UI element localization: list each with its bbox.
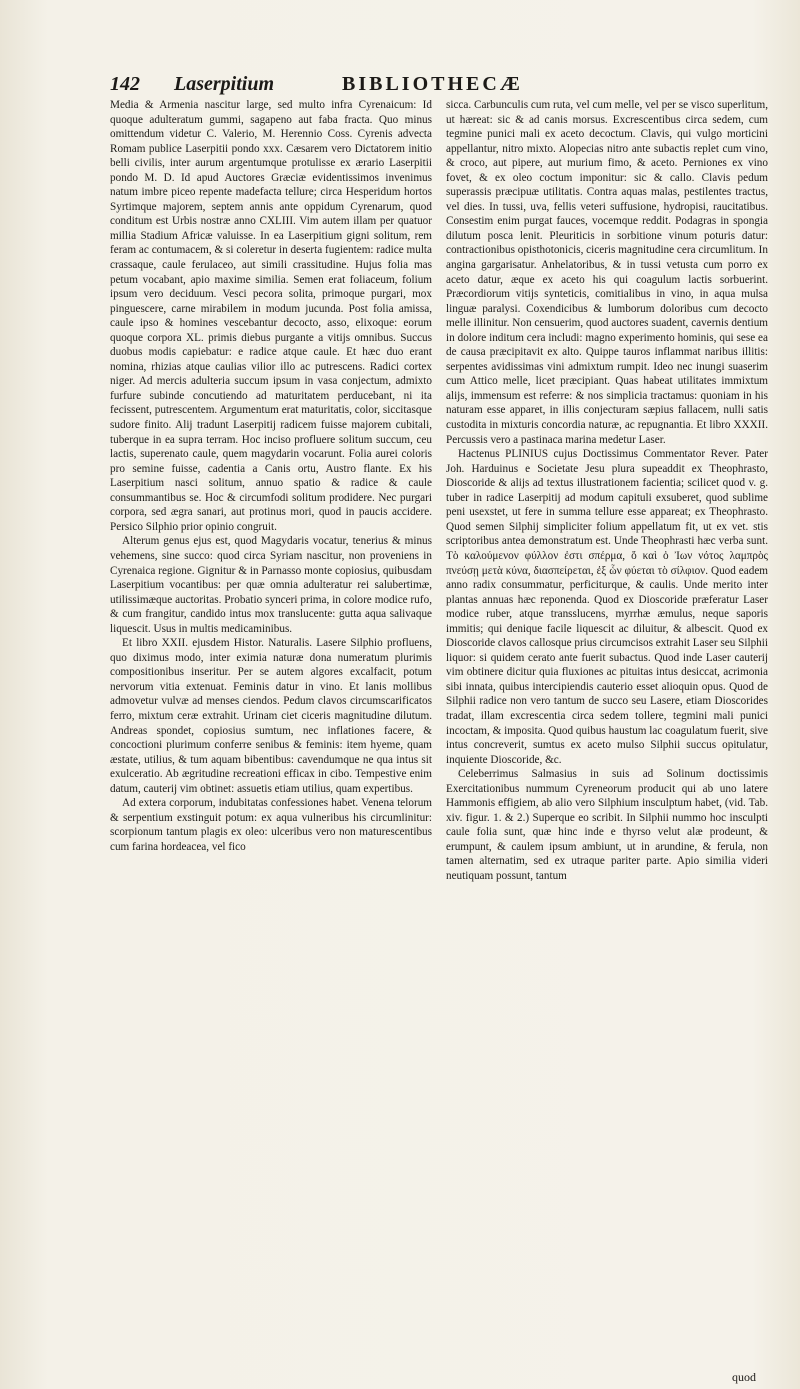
page-header xyxy=(110,72,760,96)
section-title: BIBLIOTHECÆ xyxy=(342,73,523,95)
left-column xyxy=(110,98,432,1358)
paragraph: Hactenus PLINIUS cujus Doctissimus Commentator Rever. Pater Joh. Harduinus e Societate Jesu plura supeaddit ex Theophrasto, Dioscoride & alijs ad textus illustrationem facientia; scilicet quod v. g. tuber in radice Laserpitij ad modum capituli exsuberet, quod sublime peni usexstet, ut fere in summa tellure esse appareat; ex Theophrasto. Quod semen Silphij simpliciter folium appellatum fit, ut ex vet. stis scriptoribus antea demonstratum est. Unde Theophrasti hæc verba sunt. Τὸ καλούμενον φύλλον ἐστι σπέρμα, ὅ καὶ ὁ Ἰων νότος λαμπρὸς πνεύσῃ μετὰ κύνα, διασπείρεται, ἐξ ὧν φύεται τὸ σίλφιον. Quod eadem anno radix consummatur, perficiturque, & caulis. Unde merito inter plantas annuas hæc reponenda. Quod ex Dioscoride præferatur Laser modice ruber, atque transslucens, myrrhæ æmulus, neque saporis immitis; qui denique facile liquescit ac diluitur, & albescit. Quod ex Dioscoride clavos callosque prius circumcisos extrahit Laser seu Silphii liquor: si quidem cerato ante fuerit subactus. Quod inde Laser cauterij vim obtinere dicitur quia fluxiones ac pituitas intus desiccat, acrimonia sibi innata, quibus intercipiendis cauterio esset alioquin opus. Quod de Silphii radice non vero tantum de succo seu Lasere, etiam Dioscorides tradat, illam excrescentia circa sedem tollere, tegmini mali punici incoctam, & imposita. Quod quibus haustum lac coagulatum fuerit, sive intus concreverit, sumtus ex aceto mulso Silphii succus opitulatur, inquiente Dioscoride, &c. xyxy=(446,448,768,766)
catchword: quod xyxy=(732,1370,756,1384)
paragraph: sicca. Carbunculis cum ruta, vel cum melle, vel per se visco superlitum, ut hæreat: sic & ad canis morsus. Excrescentibus circa sedem, cum tegmine punici mali ex aceto decoctum. Clavis, qui vulgo morticini appellantur, nitro mixto. Alopecias nitro ante subactis replet cum vino, & croco, aut pipere, aut murium fimo, & aceto. Perniones ex vino fovet, & ex oleo coctum imponitur: sic & callo. Clavis pedum superassis præcipuæ utilitatis. Contra aquas malas, pestilentes tractus, vel dies. In tussi, uva, fellis veteri suffusione, hydropisi, raucitatibus. Consestim enim purgat fauces, vocemque reddit. Podagras in spongia dilutum posca lenit. Pleuriticis in sorbitione vinum poturis datur: contractionibus opisthotonicis, ciceris magnitudine cera circumlitum. In angina gargarisatur. Anhelatoribus, & in tussi vetusta cum porro ex aceto datur, æque ex aceto his qui coagulum lactis sorbuerint. Præcordiorum vitijs synteticis, comitialibus in vino, in aqua mulsa linguæ paralysi. Coxendicibus & lumborum doloribus cum decocto melle illinitur. Non censuerim, quod auctores suadent, cavernis dentium in dolore inditum cera includi: magno experimento hominis, qui sese ea de causa præcipitavit ex alto. Quippe tauros inflammat naribus illitis: serpentes avidissimas vini admixtum rumpit. Ideo nec inungi suaserim cum Attico melle, licet præcipiant. Quas habeat utilitates immixtum alijs, immensum est referre: & nos simplicia tractamus: quoniam in his naturam esse apparet, in illis conjecturam sæpius fallacem, nulli satis custodita in mixturis concordia naturæ, ac repugnantia. Et libro XXXII. Percussis vero a pastinaca marina medetur Laser. xyxy=(446,99,768,446)
paragraph: Celeberrimus Salmasius in suis ad Solinum doctissimis Exercitationibus nummum Cyreneorum producit qui ab uno latere Hammonis effigiem, ab alio vero Silphium insculptum habet, (vid. Tab. xiv. figur. 1. & 2.) Superque eo scribit. In Silphii nummo hoc insculpti caule folia sunt, quæ hinc inde e thyrso velut alæ prodeunt, & erumpunt, & caulem ipsum ambiunt, ut in arundine, & ferula, non tamen alternatim, sed ex utraque pariter parte. Apio similia videri neutiquam possunt, tantum xyxy=(446,768,768,882)
right-column xyxy=(446,98,768,1358)
page-number: 142 xyxy=(110,73,140,95)
paragraph: Et libro XXII. ejusdem Histor. Naturalis. Lasere Silphio profluens, quo diximus modo, inter eximia naturæ dona numeratum plurimis compositionibus inseritur. Per se autem algores excalfacit, potum nervorum vitia extenuat. Feminis datur in vino. Et lanis mollibus admovetur vulvæ ad menses ciendos. Pedum clavos circumscarificatos ferro, mixtum ceræ extrahit. Urinam ciet ciceris magnitudine dilutum. Andreas spondet, copiosius sumtum, nec inflationes facere, & concoctioni plurimum conferre senibus & feminis: item hyeme, quam æstate, utilius, & tum aquam bibentibus: cavendumque ne qua intus sit exulceratio. Ab ægritudine recreationi efficax in cibo. Tempestive enim datum, cauterij vim obtinet: assuetis etiam utilius, quam expertibus. xyxy=(110,637,432,795)
running-head: Laserpitium xyxy=(174,73,275,95)
paragraph: Alterum genus ejus est, quod Magydaris vocatur, tenerius & minus vehemens, sine succo: quod circa Syriam nascitur, non proveniens in Cyrenaica regione. Gignitur & in Parnasso monte copiosius, quibusdam Laserpitium vocantibus: per quæ omnia adulteratur rei salubertimæ, utilissimæque auctoritas. Probatio synceri prima, in colore modice rufo, & cum frangitur, candido intus mox translucente: gutta aqua salivaque liquescit. Usus in multis medicaminibus. xyxy=(110,535,432,635)
paragraph: Media & Armenia nascitur large, sed multo infra Cyrenaicum: Id quoque adulteratum gummi, sagapeno aut faba fracta. Quo minus omittendum videtur C. Valerio, M. Herennio Coss. Cyrenis advecta Romam publice Laserpitii pondo xxx. Cæsarem vero Dictatorem initio belli civilis, inter aurum argentumque protulisse ex ærario Laserpitii pondo M. D. Id apud Auctores Græciæ evidentissimos invenimus natum imbre piceo repente madefacta tellure; circa Hesperidum hortos Syrtimque majorem, septem annis ante oppidum Cyrenarum, quod conditum est Urbis nostræ anno CXLIII. Vim autem illam per quatuor millia Stadium Africæ valuisse. In ea Laserpitium gigni solitum, rem feram ac contumacem, & si coleretur in deserta fugientem: radice multa crassaque, caule ferulaceo, aut simili crassitudine. Hujus folia mas petum vocabant, apio maxime similia. Semen erat foliaceum, folium ipsum vero deciduum. Vesci pecora solita, primoque purgari, mox pinguescere, carne mirabilem in modum jucunda. Post folia amissa, caule ipso & homines vescebantur decocto, asso, elixoque: eorum quoque corpora XL. primis diebus purgante a vitijs omnibus. Succus duobus modis capiebatur: e radice atque caule. Et hæc duo erant nomina, rhizias atque caulias vilior illo ac putrescens. Radici cortex niger. Ad mercis adulteria succum ipsum in vasa conjectum, admixto furfure subinde concutiendo ad maturitatem perducebant, ni ita fecissent, putrescentem. Argumentum erat maturitatis, color, siccitasque sudore finito. Alij tradunt Laserpitij radicem fuisse majorem cubitali, tuberque in ea supra terram. Hoc inciso profluere solitum succum, ceu lactis, superenato caule, quem magydarin vocarunt. Folia aurei coloris pro semine fuisse, cadentia a Canis ortu, Austro flante. Ex his Laserpitium nasci solitum, annuo spatio & radice & caule consummantibus se. Hoc & circumfodi solitum prodidere. Nec purgari corpora, sed ægra sanari, aut protinus mori, quod in paucis accidere. Persico Silphio prior opinio congruit. xyxy=(110,99,432,533)
paragraph: Ad extera corporum, indubitatas confessiones habet. Venena telorum & serpentium exstinguit potum: ex aqua vulneribus his circumlinitur: scorpionum tantum plagis ex oleo: ulceribus vero non maturescentibus cum farina hordeacea, vel fico xyxy=(110,797,432,853)
